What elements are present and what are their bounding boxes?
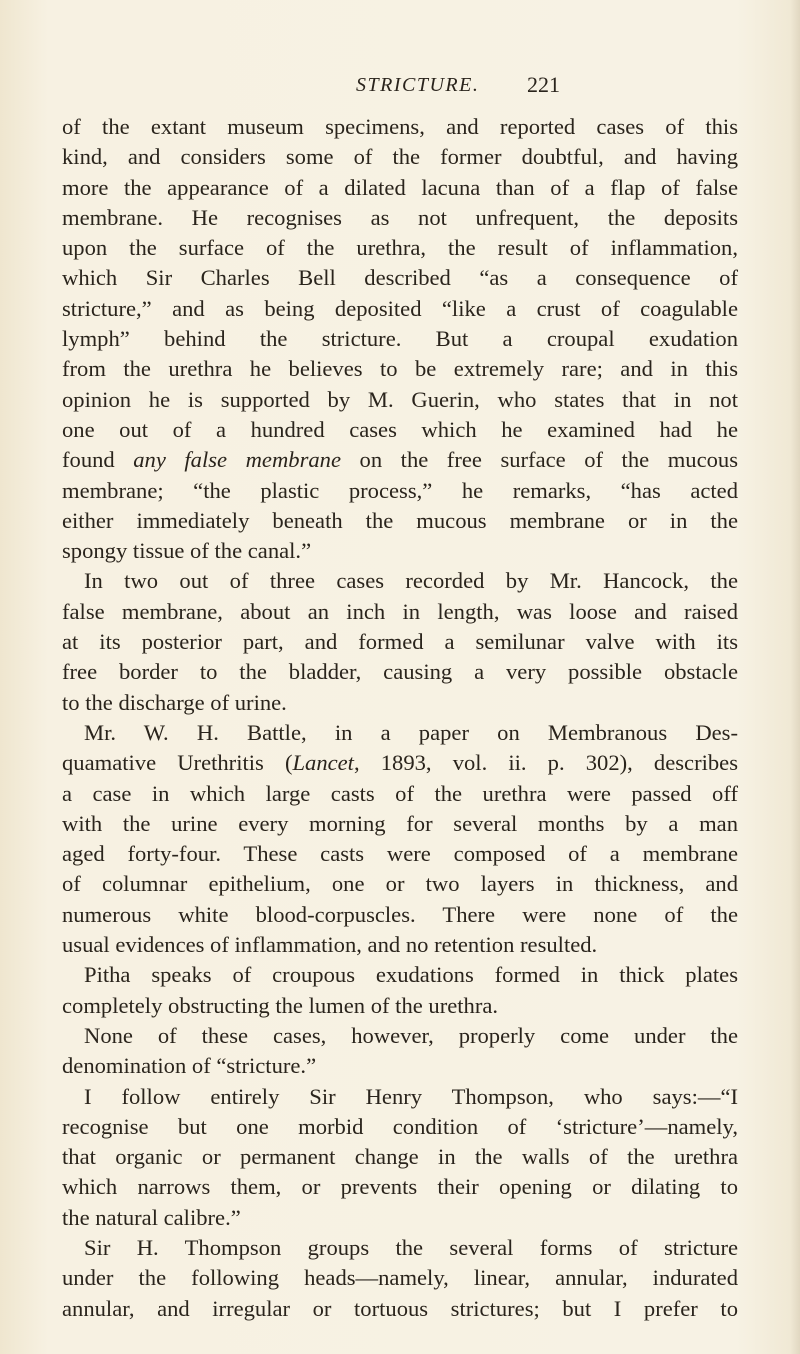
paragraph bbox=[62, 1082, 738, 1233]
paragraph bbox=[62, 566, 738, 717]
scan-edge-shadow bbox=[790, 0, 800, 1354]
text-line: the natural calibre.” bbox=[62, 1204, 241, 1230]
text-line: completely obstructing the lumen of the urethra. bbox=[62, 992, 499, 1018]
text-line: under the following heads—namely, linear, annular, indurated bbox=[62, 1265, 738, 1291]
paragraph bbox=[62, 960, 738, 1021]
text-line: Pitha speaks of croupous exudations formed in thick plates bbox=[84, 962, 738, 988]
text-line: In two out of three cases recorded by Mr. Hancock, the bbox=[84, 568, 738, 594]
text-line: opinion he is supported by M. Guerin, who states that in not bbox=[62, 386, 738, 412]
text-line: Mr. W. H. Battle, in a paper on Membranous Des- bbox=[84, 719, 738, 745]
text-line: free border to the bladder, causing a very possible obstacle bbox=[62, 659, 738, 685]
text-line: I follow entirely Sir Henry Thompson, who says:—“I bbox=[84, 1083, 738, 1109]
text-line: upon the surface of the urethra, the result of inflammation, bbox=[62, 235, 738, 261]
text-line: denomination of “stricture.” bbox=[62, 1053, 317, 1079]
emphasis: any false membrane bbox=[133, 447, 341, 473]
page-number: 221 bbox=[527, 72, 560, 97]
text-line: aged forty-four. These casts were composed of a membrane bbox=[62, 841, 738, 867]
emphasis: Lancet bbox=[292, 750, 354, 776]
text-line: either immediately beneath the mucous membrane or in the bbox=[62, 507, 738, 533]
text-line: quamative Urethritis (Lancet, 1893, vol. ii. p. 302), describes bbox=[62, 750, 738, 776]
text-line: one out of a hundred cases which he examined had he bbox=[62, 416, 738, 442]
text-line: Sir H. Thompson groups the several forms of stricture bbox=[84, 1234, 738, 1260]
paragraph bbox=[62, 112, 738, 566]
text-line: stricture,” and as being deposited “like a crust of coagulable bbox=[62, 295, 738, 321]
text-line: numerous white blood-corpuscles. There were none of the bbox=[62, 901, 738, 927]
text-line: kind, and considers some of the former doubtful, and having bbox=[62, 144, 738, 170]
text-line: to the discharge of urine. bbox=[62, 689, 287, 715]
text-line: usual evidences of inflammation, and no retention resulted. bbox=[62, 932, 598, 958]
text-line: None of these cases, however, properly come under the bbox=[84, 1022, 738, 1048]
paragraph bbox=[62, 718, 738, 960]
running-title: STRICTURE. bbox=[356, 74, 480, 96]
text-line: annular, and irregular or tortuous strictures; but I prefer to bbox=[62, 1295, 738, 1321]
text-line: with the urine every morning for several months by a man bbox=[62, 810, 738, 836]
text-line: which Sir Charles Bell described “as a consequence of bbox=[62, 265, 738, 291]
text-line: more the appearance of a dilated lacuna than of a flap of false bbox=[62, 174, 738, 200]
paragraph bbox=[62, 1021, 738, 1082]
text-line: of the extant museum specimens, and reported cases of this bbox=[62, 114, 738, 139]
text-line: found any false membrane on the free surface of the mucous bbox=[62, 447, 738, 473]
text-line: membrane; “the plastic process,” he remarks, “has acted bbox=[62, 477, 738, 503]
text-line: false membrane, about an inch in length, was loose and raised bbox=[62, 598, 738, 624]
text-line: membrane. He recognises as not unfrequent, the deposits bbox=[62, 204, 738, 230]
text-line: a case in which large casts of the urethra were passed off bbox=[62, 780, 738, 806]
text-line: spongy tissue of the canal.” bbox=[62, 538, 312, 564]
text-line: recognise but one morbid condition of ‘stricture’—namely, bbox=[62, 1113, 738, 1139]
text-line: which narrows them, or prevents their opening or dilating to bbox=[62, 1174, 738, 1200]
paragraph bbox=[62, 1233, 738, 1324]
text-line: that organic or permanent change in the walls of the urethra bbox=[62, 1144, 738, 1170]
page-header bbox=[0, 62, 800, 102]
text-line: of columnar epithelium, one or two layers in thickness, and bbox=[62, 871, 738, 897]
text-line: lymph” behind the stricture. But a croupal exudation bbox=[62, 326, 738, 352]
text-line: at its posterior part, and formed a semilunar valve with its bbox=[62, 629, 738, 655]
body-text bbox=[62, 112, 738, 1324]
text-line: from the urethra he believes to be extremely rare; and in this bbox=[62, 356, 738, 382]
